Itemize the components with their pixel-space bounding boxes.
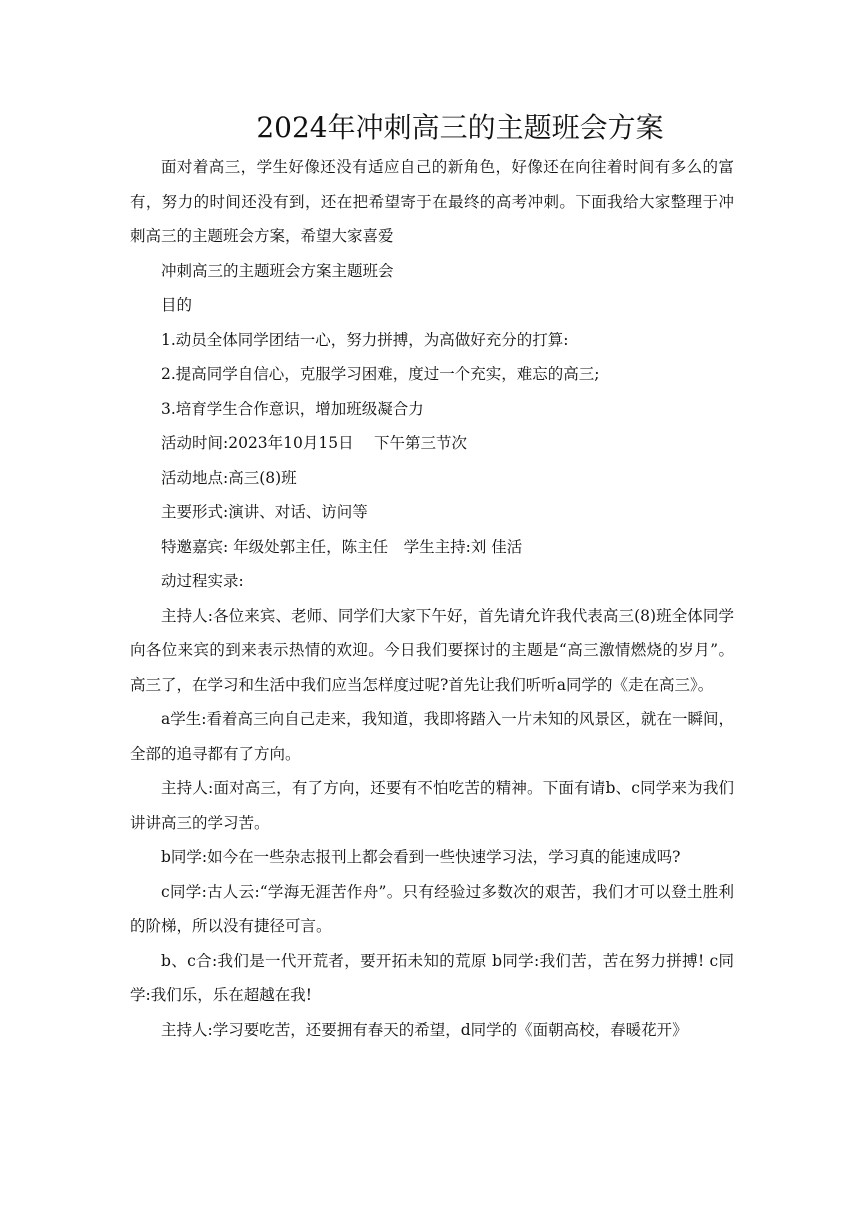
- dialogue-paragraph: 主持人:各位来宾、老师、同学们大家下午好，首先请允许我代表高三(8)班全体同学向各位来宾的到来表示热情的欢迎。今日我们要探讨的主题是“高三激情燃烧的岁月”。高三了，在学习和生活中我们应当怎样度过呢?首先让我们听听a同学的《走在高三》。: [130, 606, 734, 694]
- activity-location: 活动地点:高三(8)班: [161, 468, 297, 487]
- activity-time: 活动时间:2023年10月15日 下午第三节次: [161, 434, 468, 452]
- process-heading: 动过程实录:: [161, 572, 244, 590]
- purpose-item: 2.提高同学自信心，克服学习困难，度过一个充实，难忘的高三;: [161, 365, 600, 383]
- dialogue-paragraph: 主持人:学习要吃苦，还要拥有春天的希望，d同学的《面朝高校，春暖花开》: [161, 1020, 688, 1039]
- dialogue-paragraph: c同学:古人云:“学海无涯苦作舟”。只有经验过多数次的艰苦，我们才可以登土胜利的阶梯，所以没有捷径可言。: [130, 882, 734, 935]
- dialogue-paragraph: a学生:看着高三向自己走来，我知道，我即将踏入一片未知的风景区，就在一瞬间，全部的追寻都有了方向。: [130, 710, 734, 763]
- dialogue-paragraph: 主持人:面对高三，有了方向，还要有不怕吃苦的精神。下面有请b、c同学来为我们讲讲高三的学习苦。: [130, 779, 734, 832]
- dialogue-paragraph: b同学:如今在一些杂志报刊上都会看到一些快速学习法，学习真的能速成吗?: [161, 848, 681, 866]
- document-title: 2024年冲刺高三的主题班会方案: [256, 111, 664, 144]
- activity-format: 主要形式:演讲、对话、访问等: [161, 503, 368, 521]
- document-body: [130, 150, 734, 1047]
- purpose-item: 3.培育学生合作意识，增加班级凝合力: [161, 399, 424, 418]
- section-heading: 冲刺高三的主题班会方案主题班会: [161, 261, 394, 280]
- guests-and-host: 特邀嘉宾: 年级处郭主任，陈主任 学生主持:刘 佳活: [161, 537, 523, 556]
- purpose-heading: 目的: [161, 296, 193, 314]
- intro-paragraph: 面对着高三，学生好像还没有适应自己的新角色，好像还在向往着时间有多么的富有，努力的时间还没有到，还在把希望寄于在最终的高考冲刺。下面我给大家整理于冲刺高三的主题班会方案，希望大家喜爱: [130, 158, 734, 245]
- purpose-item: 1.动员全体同学团结一心，努力拼搏，为高做好充分的打算:: [161, 330, 569, 349]
- dialogue-paragraph: b、c合:我们是一代开荒者，要开拓未知的荒原 b同学:我们苦，苦在努力拼搏! c同学:我们乐，乐在超越在我!: [130, 951, 734, 1004]
